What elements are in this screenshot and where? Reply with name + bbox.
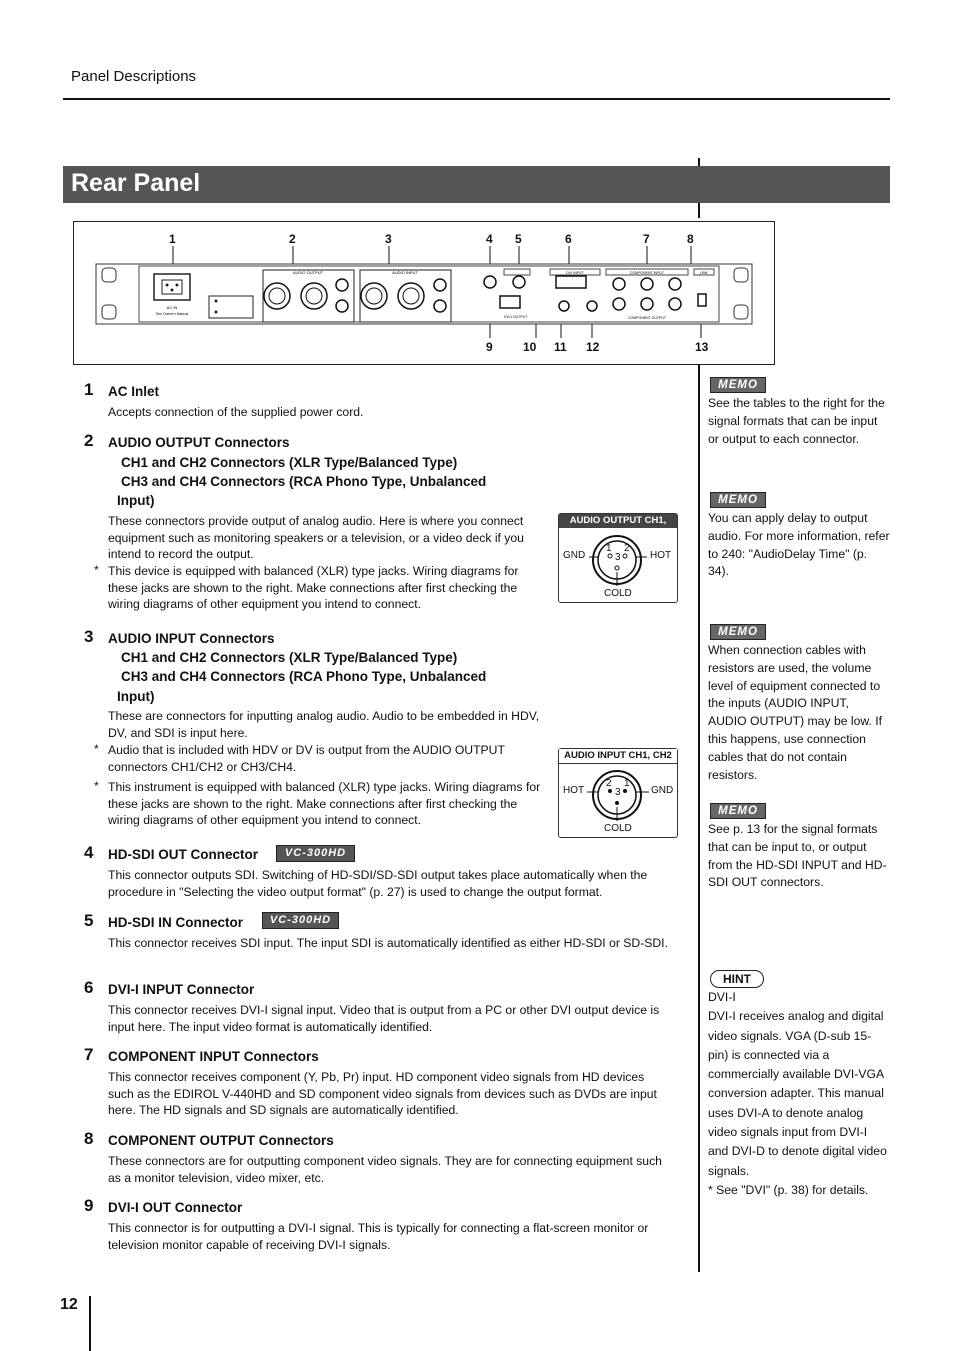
rear-panel-diagram xyxy=(73,221,775,365)
item-text-audio-input: These are connectors for inputting analog audio. Audio to be embedded in HDV, DV, and SDI is input here. xyxy=(108,709,540,740)
callout-2: 2 xyxy=(289,232,296,246)
subheading-xlr-input: CH1 and CH2 Connectors (XLR Type/Balanced Type) xyxy=(121,650,458,665)
xlr-output-pin-1: 1 xyxy=(606,543,612,554)
item-number-1: 1 xyxy=(84,380,94,399)
xlr-input-pin-2: 2 xyxy=(606,778,612,789)
callout-5: 5 xyxy=(515,232,522,246)
audio-output-label: AUDIO OUTPUT xyxy=(292,270,324,275)
item-number-8: 8 xyxy=(84,1129,94,1148)
column-divider xyxy=(698,364,700,1272)
item-text-hd-sdi-in: This connector receives SDI input. The input SDI is automatically identified as either HD-SDI or SD-SDI. xyxy=(108,936,668,950)
memo-label: MEMO xyxy=(710,624,766,640)
header-rule xyxy=(63,98,890,100)
callout-13: 13 xyxy=(695,340,709,354)
xlr-output-pin-2: 2 xyxy=(624,543,630,554)
item-number-6: 6 xyxy=(84,978,94,997)
hint-text: DVI-I receives analog and digital video signals. VGA (D-sub 15-pin) is connected via a commercially available DVI-VGA conversion adapter. This manual uses DVI-A to denote analog video signals input from DVI-I and DVI-D to denote digital video signals. xyxy=(708,1009,887,1178)
item-heading-hd-sdi-out: HD-SDI OUT Connector xyxy=(108,847,258,862)
item-text-dvi-input: This connector receives DVI-I signal input. Video that is output from a PC or other DVI output device is input here. The input video format is automatically identified. xyxy=(108,1003,660,1034)
item-heading-audio-input: AUDIO INPUT Connectors xyxy=(108,631,275,646)
subheading-rca-input: CH3 and CH4 Connectors (RCA Phono Type, Unbalanced xyxy=(121,669,487,684)
bullet-marker: * xyxy=(94,563,99,577)
item-text-dvi-output: This connector is for outputting a DVI-I signal. This is typically for connecting a flat-screen monitor or television monitor capable of receiving DVI-I signals. xyxy=(108,1221,649,1252)
item-text-audio-output: These connectors provide output of analog audio. Here is where you connect equipment such as monitoring speakers or a television, or a video deck if you intend to record the output. xyxy=(108,514,524,561)
memo-text-1: See the tables to the right for the signal formats that can be input or output to each connector. xyxy=(708,396,885,446)
xlr-input-title: AUDIO INPUT CH1, CH2 xyxy=(559,749,677,764)
model-badge: VC-300HD xyxy=(276,845,355,862)
xlr-input-hot: HOT xyxy=(563,785,585,796)
memo-label: MEMO xyxy=(710,377,766,393)
item-heading-ac-inlet: AC Inlet xyxy=(108,384,160,399)
section-title-bar xyxy=(63,166,890,203)
callout-6: 6 xyxy=(565,232,572,246)
bullet-text-audio-input-2: This instrument is equipped with balanced (XLR) type jacks. Wiring diagrams for these jacks are shown to the right. Make connections after first checking the wiring diagrams of other equipment you intend to connect. xyxy=(108,780,541,827)
audio-input-label: AUDIO INPUT xyxy=(392,270,418,275)
callout-1: 1 xyxy=(169,232,176,246)
xlr-output-title: AUDIO OUTPUT CH1, CH2 xyxy=(559,514,677,528)
xlr-input-gnd: GND xyxy=(651,785,674,796)
page-title: Rear Panel xyxy=(71,169,201,197)
callout-9: 9 xyxy=(486,340,493,354)
item-heading-component-input: COMPONENT INPUT Connectors xyxy=(108,1049,319,1064)
xlr-output-hot: HOT xyxy=(650,550,672,561)
bullet-text-audio-input-1: Audio that is included with HDV or DV is output from the AUDIO OUTPUT connectors CH1/CH2 or CH3/CH4. xyxy=(108,743,505,774)
running-header: Panel Descriptions xyxy=(71,68,197,85)
bullet-marker: * xyxy=(94,779,99,793)
callout-8: 8 xyxy=(687,232,694,246)
xlr-input-pin-3: 3 xyxy=(615,787,621,798)
rear-panel-drawing xyxy=(74,222,774,364)
item-number-7: 7 xyxy=(84,1045,94,1064)
component-output-label: COMPONENT OUTPUT xyxy=(627,316,667,320)
xlr-input-pin-1: 1 xyxy=(624,778,630,789)
item-heading-component-output: COMPONENT OUTPUT Connectors xyxy=(108,1133,334,1148)
component-input-label: COMPONENT INPUT xyxy=(629,271,665,275)
item-heading-audio-output: AUDIO OUTPUT Connectors xyxy=(108,435,290,450)
subheading-rca-input-cont: Input) xyxy=(117,689,155,704)
item-number-3: 3 xyxy=(84,627,94,646)
callout-3: 3 xyxy=(385,232,392,246)
callout-7: 7 xyxy=(643,232,650,246)
hint-content xyxy=(708,988,890,1200)
item-text-ac-inlet: Accepts connection of the supplied power cord. xyxy=(108,405,364,419)
xlr-input-cold: COLD xyxy=(604,823,632,834)
memo-text-4: See p. 13 for the signal formats that can be input to, or output from the HD-SDI INPUT and HD-SDI OUT connectors. xyxy=(708,822,887,890)
bullet-text-audio-output: This device is equipped with balanced (XLR) type jacks. Wiring diagrams for these jacks are shown to the right. Make connections after first checking the wiring diagrams of other equipment you intend to connect. xyxy=(108,564,519,611)
item-heading-dvi-output: DVI-I OUT Connector xyxy=(108,1200,243,1215)
xlr-output-cold: COLD xyxy=(604,588,632,599)
callout-11: 11 xyxy=(554,340,567,354)
item-number-2: 2 xyxy=(84,431,94,450)
memo-text-2: You can apply delay to output audio. For more information, refer to 240: "AudioDelay Time" (p. 34). xyxy=(708,511,890,579)
item-text-component-output: These connectors are for outputting component video signals. They are for connecting equipment such as a monitor television, video mixer, etc. xyxy=(108,1154,662,1185)
dvi-input-label: DVI INPUT xyxy=(566,271,584,275)
callout-10: 10 xyxy=(523,340,537,354)
hint-label: HINT xyxy=(710,970,764,988)
callout-12: 12 xyxy=(586,340,600,354)
bullet-marker: * xyxy=(94,742,99,756)
callout-4: 4 xyxy=(486,232,493,246)
memo-text-3: When connection cables with resistors are used, the volume level of equipment connected to the inputs (AUDIO INPUT, AUDIO OUTPUT) may be low. If this happens, use connection cables that do not contain resistors. xyxy=(708,643,883,782)
ac-in-label: AC IN xyxy=(166,305,178,310)
item-text-component-input: This connector receives component (Y, Pb, Pr) input. HD component video signals from HD devices such as the EDIROL V-440HD and SD component video signals from devices such as DVDs are input here. The HD signals and SD signals are automatically identified. xyxy=(108,1070,657,1117)
subheading-rca-output: CH3 and CH4 Connectors (RCA Phono Type, Unbalanced xyxy=(121,474,487,489)
memo-label: MEMO xyxy=(710,803,766,819)
link-label: LINK xyxy=(700,271,708,275)
subheading-rca-output-cont: Input) xyxy=(117,493,155,508)
item-heading-hd-sdi-in: HD-SDI IN Connector xyxy=(108,915,243,930)
model-badge: VC-300HD xyxy=(262,912,339,929)
xlr-output-gnd: GND xyxy=(563,550,586,561)
hint-title: DVI-I xyxy=(708,990,736,1004)
xlr-output-wiring-diagram xyxy=(558,513,678,603)
page-number-rule xyxy=(89,1296,91,1351)
item-text-hd-sdi-out: This connector outputs SDI. Switching of HD-SDI/SD-SDI output takes place automatically when the procedure in "Selecting the video output format" (p. 27) is used to change the output format. xyxy=(108,868,648,899)
item-number-9: 9 xyxy=(84,1196,94,1215)
page-number: 12 xyxy=(60,1296,78,1313)
item-heading-dvi-input: DVI-I INPUT Connector xyxy=(108,982,255,997)
xlr-input-wiring-diagram xyxy=(558,748,678,838)
item-number-4: 4 xyxy=(84,843,94,862)
owners-manual-label: See Owner's Manual xyxy=(155,312,189,316)
hint-note: * See "DVI" (p. 38) for details. xyxy=(708,1182,869,1197)
memo-label: MEMO xyxy=(710,492,766,508)
item-number-5: 5 xyxy=(84,911,94,930)
subheading-xlr-output: CH1 and CH2 Connectors (XLR Type/Balanced Type) xyxy=(121,455,458,470)
dvi-output-label: DVI-I OUTPUT xyxy=(504,315,528,319)
xlr-output-pin-3: 3 xyxy=(615,552,621,563)
